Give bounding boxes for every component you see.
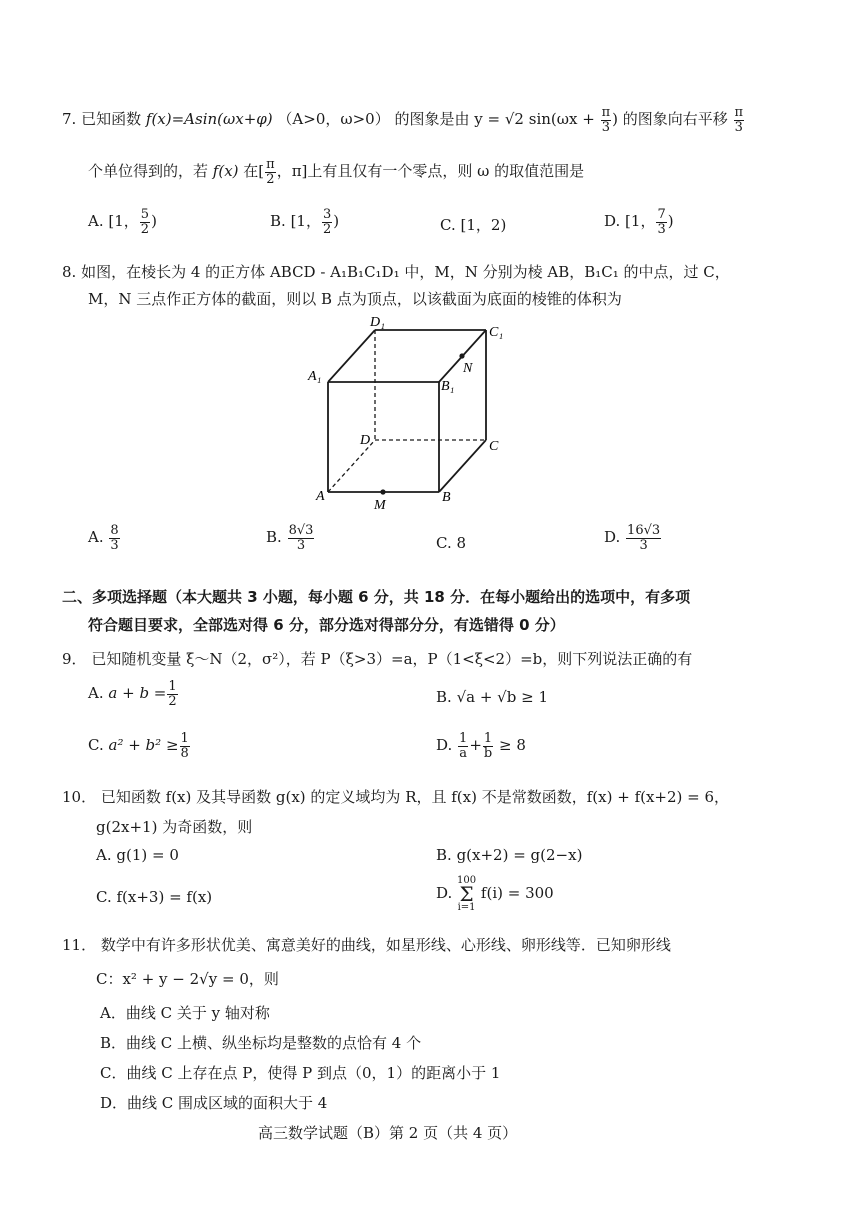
q7-interval-left: $\frac{\pi}{2}$ — [266, 157, 275, 187]
q7-expression-y: y = √2 sin(ωx + — [474, 110, 595, 129]
q10-text-line2: g(2x+1) 为奇函数，则 — [96, 818, 253, 836]
q8-option-d: D. $\frac{16√3}{3}$ — [604, 523, 661, 553]
q7-option-d: D. [1， $\frac{7}{3}$ ) — [604, 207, 674, 237]
q9-c-frac: $\frac{1}{8}$ — [180, 731, 189, 761]
q10-number: 10． — [62, 788, 97, 806]
cube-label-D: D — [360, 433, 371, 448]
q8-a-frac: $\frac{8}{3}$ — [110, 523, 119, 553]
q7-text-b: 的图象是由 — [394, 110, 470, 129]
cube-label-C1: C₁ — [489, 325, 504, 340]
q11-line1 — [62, 934, 671, 955]
q8-text-line2: M，N 三点作正方体的截面，则以 B 点为顶点，以该截面为底面的棱锥的体积为 — [88, 290, 622, 308]
q11-text-line2: C：x² + y − 2√y = 0，则 — [96, 970, 279, 988]
q7-interval-close: ，π]上有且仅有一个零点，则 ω 的取值范围是 — [276, 162, 585, 181]
q8-d-frac: $\frac{16√3}{3}$ — [627, 523, 661, 553]
q9-option-d: D. $\frac{1}{a}$ + $\frac{1}{b}$ ≥ 8 — [436, 731, 526, 761]
q7-text-a: 已知函数 — [81, 110, 142, 129]
q11-number: 11． — [62, 936, 97, 954]
cube-label-A: A — [316, 489, 325, 504]
q11-text-line1: 数学中有许多形状优美、寓意美好的曲线，如星形线、心形线、卵形线等．已知卵形线 — [100, 936, 671, 954]
q11-option-c: C．曲线 C 上存在点 P，使得 P 到点（0，1）的距离小于 1 — [100, 1064, 501, 1082]
q9-option-b: B. √a + √b ≥ 1 — [436, 688, 548, 706]
q10-line1 — [62, 786, 729, 807]
q10-line2 — [96, 816, 252, 837]
q9-option-c: C. a² + b² ≥ $\frac{1}{8}$ — [88, 731, 189, 761]
q7-f: f(x) — [212, 162, 239, 181]
q7-shift-fraction: $\frac{\pi}{3}$ — [734, 105, 744, 135]
q8-b-frac: $\frac{8√3}{3}$ — [288, 523, 314, 553]
q9-option-a: A. a + b = $\frac{1}{2}$ — [88, 679, 177, 709]
cube-label-B1: B₁ — [441, 379, 455, 394]
q7-close-paren: ) — [612, 110, 618, 129]
q9-d-frac2: $\frac{1}{b}$ — [483, 731, 493, 761]
q9-stem — [62, 648, 692, 669]
cube-figure — [300, 310, 520, 515]
q10-option-b: B. g(x+2) = g(2−x) — [436, 846, 583, 864]
q8-option-c: C. 8 — [436, 534, 467, 552]
q9-a-frac: $\frac{1}{2}$ — [168, 679, 177, 709]
cube-label-N: N — [463, 361, 473, 376]
q10-summation: 100 Σ i=1 — [457, 875, 477, 913]
q9-stem-text: 已知随机变量 ξ～N（2，σ²），若 P（ξ>3）=a，P（1<ξ<2）=b，则下列说法正确的有 — [91, 650, 693, 668]
q8-number: 8. — [62, 263, 77, 281]
q10-text-line1: 已知函数 f(x) 及其导函数 g(x) 的定义域均为 R，且 f(x) 不是常数函数，f(x) + f(x+2) = 6， — [100, 788, 730, 806]
q10-option-c: C. f(x+3) = f(x) — [96, 888, 213, 906]
q9-number: 9． — [62, 650, 87, 668]
q10-option-a: A. g(1) = 0 — [96, 846, 179, 864]
q8-line2 — [88, 288, 622, 309]
cube-label-C: C — [489, 439, 499, 454]
q8-text-line1: 如图，在棱长为 4 的正方体 ABCD - A₁B₁C₁D₁ 中，M，N 分别为棱 AB，B₁C₁ 的中点，过 C， — [81, 263, 730, 281]
cube-label-A1: A₁ — [308, 369, 322, 384]
cube-label-D1: D₁ — [370, 315, 385, 330]
q10-option-d: D. 100 Σ i=1 f(i) = 300 — [436, 875, 554, 913]
section2-heading-line1: 二、多项选择题（本大题共 3 小题，每小题 6 分，共 18 分．在每小题给出的选项中，有多项 — [62, 588, 691, 606]
q11-option-d: D．曲线 C 围成区域的面积大于 4 — [100, 1094, 328, 1112]
q7-interval-open: 在[ — [243, 162, 265, 181]
cube-label-M: M — [374, 498, 386, 513]
q9-d-frac1: $\frac{1}{a}$ — [459, 731, 468, 761]
cube-label-B: B — [442, 490, 451, 505]
q11-option-a: A．曲线 C 关于 y 轴对称 — [100, 1004, 270, 1022]
q7-a-frac: $\frac{5}{2}$ — [140, 207, 150, 237]
q11-line2 — [96, 968, 279, 989]
q7-text-c: 的图象向右平移 — [622, 110, 728, 129]
q7-option-b: B. [1， $\frac{3}{2}$ ) — [270, 207, 340, 237]
section2-heading-line2: 符合题目要求，全部选对得 6 分，部分选对得部分分，有选错得 0 分） — [88, 616, 565, 634]
q8-option-b: B. $\frac{8√3}{3}$ — [266, 523, 314, 553]
q7-line2 — [88, 158, 584, 186]
q7-function: f(x)=Asin(ωx+φ) — [145, 110, 273, 129]
q7-option-c: C. [1，2) — [440, 216, 507, 234]
q7-line1 — [62, 106, 745, 134]
q7-text-line2a: 个单位得到的，若 — [88, 162, 209, 181]
q8-option-a: A. $\frac{8}{3}$ — [88, 523, 119, 553]
page-footer: 高三数学试题（B）第 2 页（共 4 页） — [258, 1124, 518, 1142]
q7-number: 7. — [62, 110, 77, 129]
q7-d-frac: $\frac{7}{3}$ — [657, 207, 666, 237]
q7-pi-over-3: $\frac{\pi}{3}$ — [601, 105, 611, 135]
q7-condition: （A>0，ω>0） — [277, 110, 390, 129]
q7-b-frac: $\frac{3}{2}$ — [322, 207, 332, 237]
q7-option-a: A. [1， $\frac{5}{2}$ ) — [88, 207, 157, 237]
q11-option-b: B．曲线 C 上横、纵坐标均是整数的点恰有 4 个 — [100, 1034, 422, 1052]
q8-line1 — [62, 261, 730, 282]
